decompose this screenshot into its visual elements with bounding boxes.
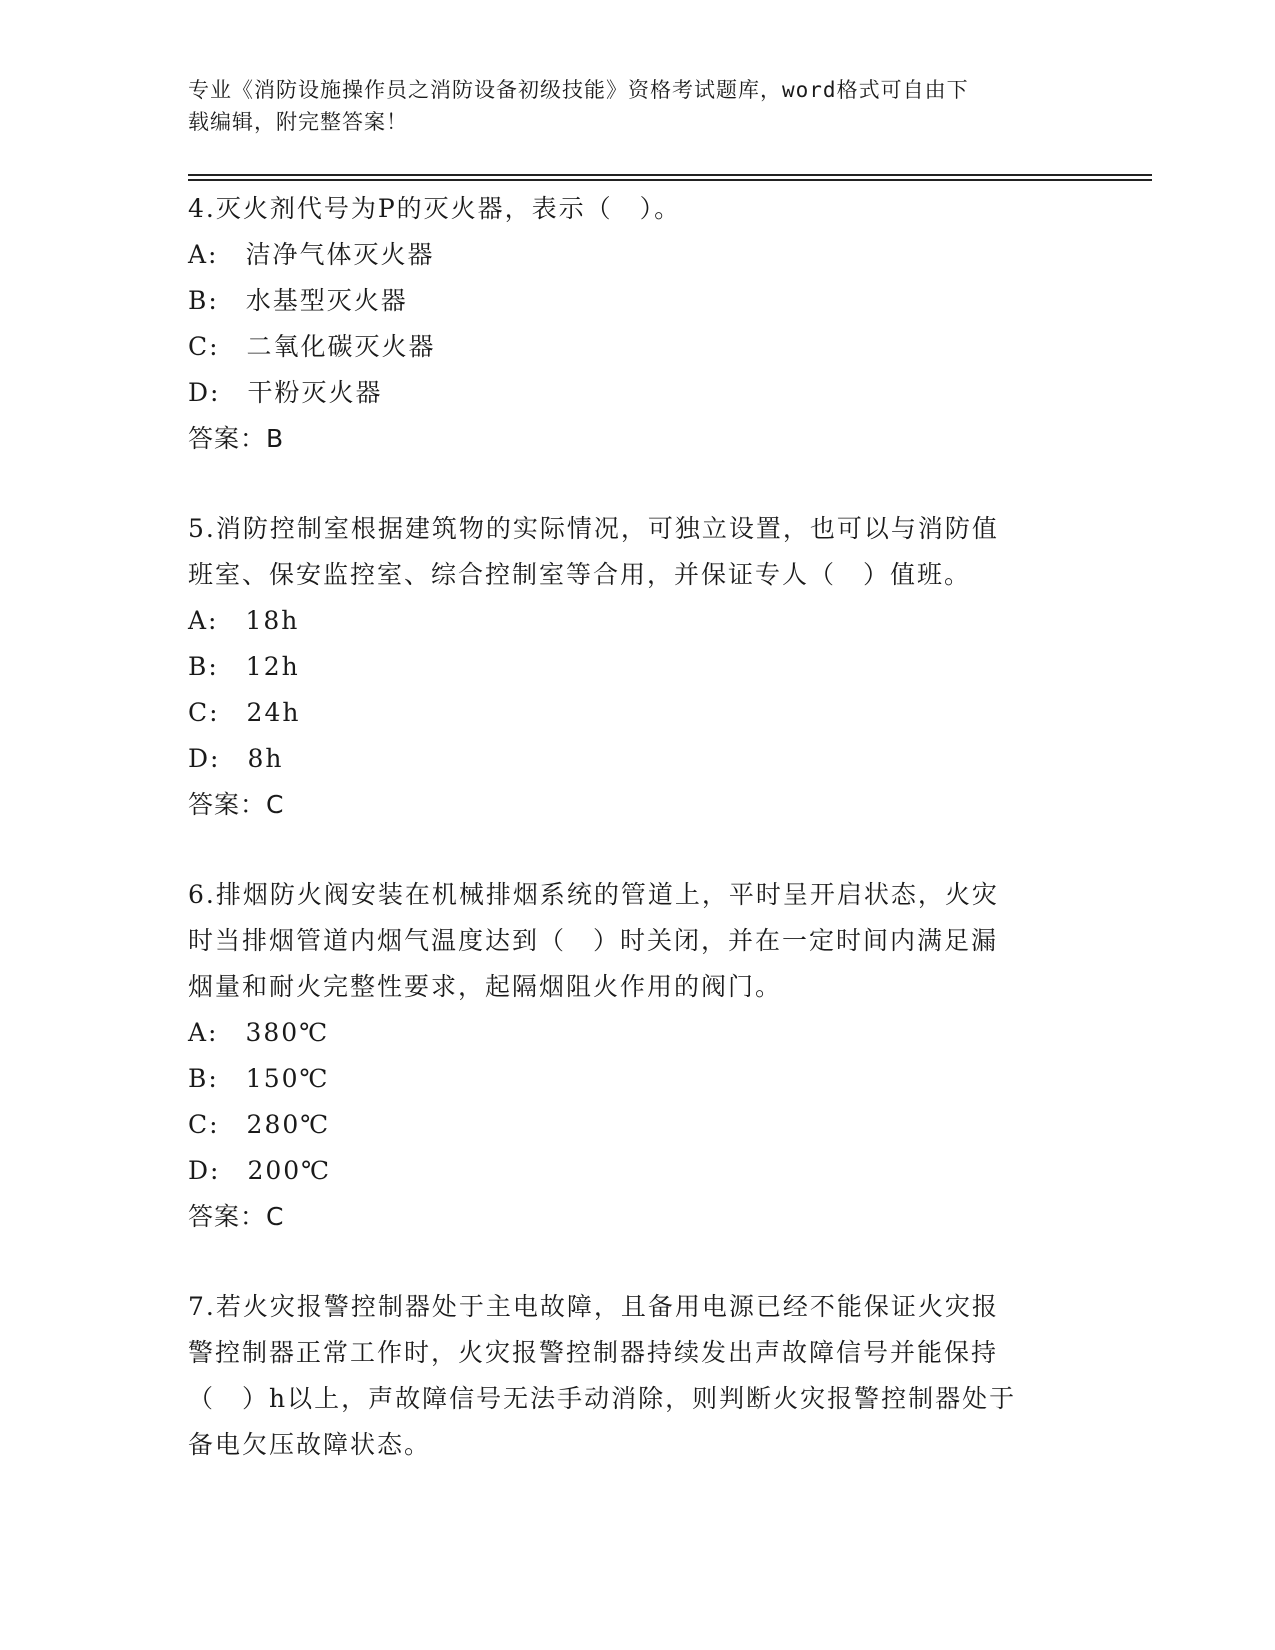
question-stem-line: 6.排烟防火阀安装在机械排烟系统的管道上，平时呈开启状态，火灾 [188,880,999,909]
header-line-1: 专业《消防设施操作员之消防设备初级技能》资格考试题库，word格式可自由下 [188,78,969,102]
question-stem-line: （ ）h以上，声故障信号无法手动消除，则判断火灾报警控制器处于 [188,1384,1017,1413]
question-stem-line: 5.消防控制室根据建筑物的实际情况，可独立设置，也可以与消防值 [188,514,999,543]
answer-line: 答案：C [188,790,285,819]
question-stem-line: 时当排烟管道内烟气温度达到（ ）时关闭，并在一定时间内满足漏 [188,926,999,955]
option-a: A: 18h [188,606,300,635]
option-b: B: 12h [188,652,300,681]
question-item [188,186,1088,462]
question-stem-line: 4.灭火剂代号为P的灭火器，表示（ ）。 [188,194,682,223]
question-stem-line: 班室、保安监控室、综合控制室等合用，并保证专人（ ）值班。 [188,560,972,589]
question-item [188,1284,1088,1468]
question-stem-line: 警控制器正常工作时，火灾报警控制器持续发出声故障信号并能保持 [188,1338,999,1367]
option-d: D: 8h [188,744,284,773]
question-stem-line: 备电欠压故障状态。 [188,1430,432,1459]
option-c: C: 二氧化碳灭火器 [188,332,436,361]
question-stem-line: 烟量和耐火完整性要求，起隔烟阻火作用的阀门。 [188,972,783,1001]
option-d: D: 干粉灭火器 [188,378,383,407]
option-a: A: 380℃ [188,1018,330,1047]
header-divider-bottom [188,179,1152,181]
header-line-2: 载编辑，附完整答案！ [188,110,408,134]
question-item [188,872,1088,1240]
question-stem-line: 7.若火灾报警控制器处于主电故障，且备用电源已经不能保证火灾报 [188,1292,999,1321]
document-header [188,74,1068,138]
answer-line: 答案：B [188,424,285,453]
answer-line: 答案：C [188,1202,285,1231]
header-divider-top [188,174,1152,176]
option-d: D: 200℃ [188,1156,332,1185]
option-c: C: 280℃ [188,1110,331,1139]
option-c: C: 24h [188,698,301,727]
option-a: A: 洁净气体灭火器 [188,240,435,269]
question-item [188,506,1088,828]
question-list [188,186,1088,1468]
option-b: B: 150℃ [188,1064,330,1093]
option-b: B: 水基型灭火器 [188,286,408,315]
